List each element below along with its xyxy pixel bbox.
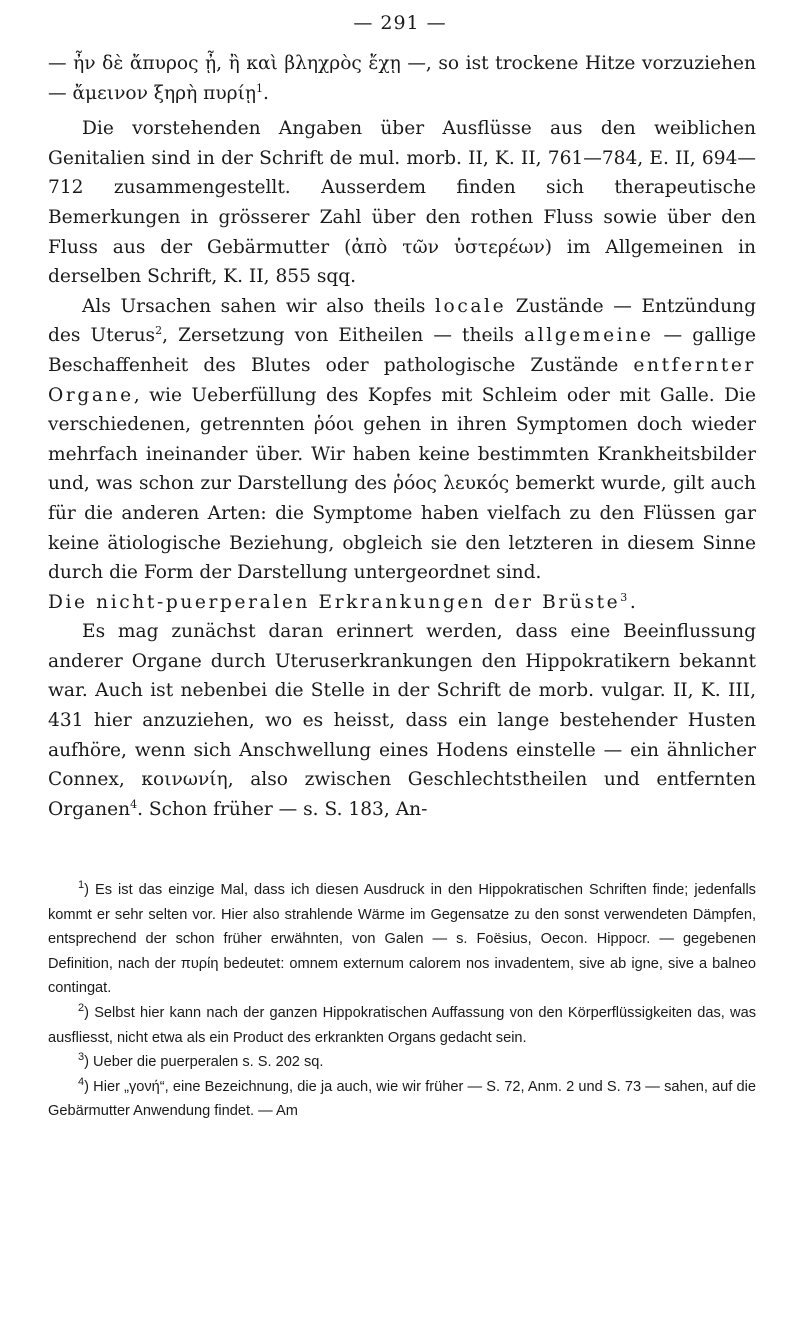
- footnote-mark-1: 1: [78, 879, 85, 892]
- footnote-ref-3[interactable]: 3: [620, 590, 630, 604]
- footnotes: [48, 878, 756, 1124]
- paragraph-1: [48, 49, 756, 108]
- section-heading-end: .: [629, 591, 639, 613]
- footnote-mark-2: 2: [78, 1002, 85, 1015]
- paragraph-3: [48, 292, 756, 588]
- footnote-ref-2[interactable]: 2: [155, 324, 163, 338]
- p3-text-c: , Zersetzung von Eitheilen — theils: [162, 325, 525, 347]
- paragraph-2: Die vorstehenden Angaben über Ausflüsse aus den weiblichen Genitalien sind in der Schrift de mul. morb. II, K. II, 761—784, E. II, 694—712 zusammengestellt. Ausserdem finden sich therapeutische Bemerkungen in grösserer Zahl über den rothen Fluss sowie über den Fluss aus der Gebärmutter (ἀπὸ τῶν ὑστερέων) im Allgemeinen in derselben Schrift, K. II, 855 sqq.: [48, 118, 756, 288]
- paragraph-1-text: — ἦν δὲ ἄπυρος ᾖ, ἢ καὶ βληχρὸς ἔχῃ —, so ist trockene Hitze vorzuziehen — ἄμεινον ξηρὴ πυρίῃ: [48, 53, 756, 104]
- emphasis-locale: locale: [435, 295, 507, 317]
- footnote-4: $^4$) Hier „γονή“, eine Bezeichnung, die ja auch, wie wir früher — S. 72, Anm. 2 und S. 73 — sahen, auf die Gebärmutter Anwendung findet. — Am: [48, 1075, 756, 1120]
- footnote-text-3: Ueber die puerperalen s. S. 202 sq.: [93, 1054, 324, 1071]
- p3-text-b: Zustände — Entzündung des Uterus: [48, 295, 756, 347]
- p3-text-e: , wie Ueberfüllung des Kopfes mit Schleim oder mit Galle. Die verschiedenen, getrennten ῥόοι gehen in ihren Symptomen doch wieder mehrfach ineinander über. Wir haben keine bestimmten Krankheitsbilder und, was schon zur Darstellung des ῥόος λευκός bemerkt wurde, gilt auch für die anderen Arten: die Symptome haben vielfach zu den Flüssen gar keine ätiologische Beziehung, obgleich sie den letzteren in diesem Sinne durch die Form der Darstellung untergeordnet sind.: [48, 384, 756, 584]
- footnote-ref-1[interactable]: 1: [256, 81, 264, 95]
- section-heading: [48, 588, 756, 618]
- emphasis-entfernter-organe: entfernter Organe: [48, 354, 756, 406]
- footnote-text-1: Es ist das einzige Mal, dass ich diesen Ausdruck in den Hippokratischen Schriften finde; jedenfalls kommt er sehr selten vor. Hier also strahlende Wärme im Gegensatze zu den sonst verwendeten Dämpfen, entsprechend der schon früher erwähnten, von Galen — s. Foësius, Oecon. Hippocr. — gegebenen Definition, nach der πυρίη bedeutet: omnem externum calorem nos invadentem, sive ab igne, sive a balneo contingat.: [48, 882, 756, 997]
- footnote-mark-4: 4: [78, 1075, 85, 1088]
- p4-text-a: Es mag zunächst daran erinnert werden, dass eine Beeinflussung anderer Organe durch Uteruserkrankungen den Hippokratikern bekannt war. Auch ist nebenbei die Stelle in der Schrift de morb. vulgar. II, K. III, 431 hier anzuziehen, wo es heisst, dass ein lange bestehender Husten aufhöre, wenn sich Anschwellung eines Hodens einstelle — ein ähnlicher Connex, κοινωνίη, also zwischen Geschlechtstheilen und entfernten Organen: [48, 621, 756, 820]
- p4-text-b: . Schon früher — s. S. 183, An-: [137, 798, 428, 820]
- main-text: [48, 49, 756, 824]
- p3-text-d: — gallige Beschaffenheit des Blutes oder pathologische Zustände: [48, 325, 756, 376]
- footnote-text-2: Selbst hier kann nach der ganzen Hippokratischen Auffassung von den Körperflüssigkeiten das, was ausfliesst, nicht etwa als ein Product des erkrankten Organs gedacht sein.: [48, 1004, 756, 1046]
- page-number: — 291 —: [353, 12, 447, 34]
- section-heading-text: Die nicht-puerperalen Erkrankungen der Brüste: [48, 591, 621, 613]
- paragraph-1-end: .: [263, 82, 269, 104]
- footnote-text-4: Hier „γονή“, eine Bezeichnung, die ja auch, wie wir früher — S. 72, Anm. 2 und S. 73 — sahen, auf die Gebärmutter Anwendung findet. — Am: [48, 1078, 756, 1120]
- footnote-2: $^2$) Selbst hier kann nach der ganzen Hippokratischen Auffassung von den Körperflüssigkeiten das, was ausfliesst, nicht etwa als ein Product des erkrankten Organs gedacht sein.: [48, 1002, 756, 1046]
- p3-text-a: Als Ursachen sahen wir also theils: [82, 295, 436, 317]
- footnote-3: $^3$) Ueber die puerperalen s. S. 202 sq.: [78, 1051, 324, 1071]
- emphasis-allgemeine: allgemeine: [524, 325, 654, 347]
- paragraph-4: [48, 617, 756, 824]
- footnote-1: $^1$) Es ist das einzige Mal, dass ich diesen Ausdruck in den Hippokratischen Schriften finde; jedenfalls kommt er sehr selten vor. Hier also strahlende Wärme im Gegensatze zu den sonst verwendeten Dämpfen, entsprechend der schon früher erwähnten, von Galen — s. Foësius, Oecon. Hippocr. — gegebenen Definition, nach der πυρίη bedeutet: omnem externum calorem nos invadentem, sive ab igne, sive a balneo contingat.: [48, 879, 756, 997]
- footnote-mark-3: 3: [78, 1051, 85, 1064]
- footnote-ref-4[interactable]: 4: [130, 797, 138, 811]
